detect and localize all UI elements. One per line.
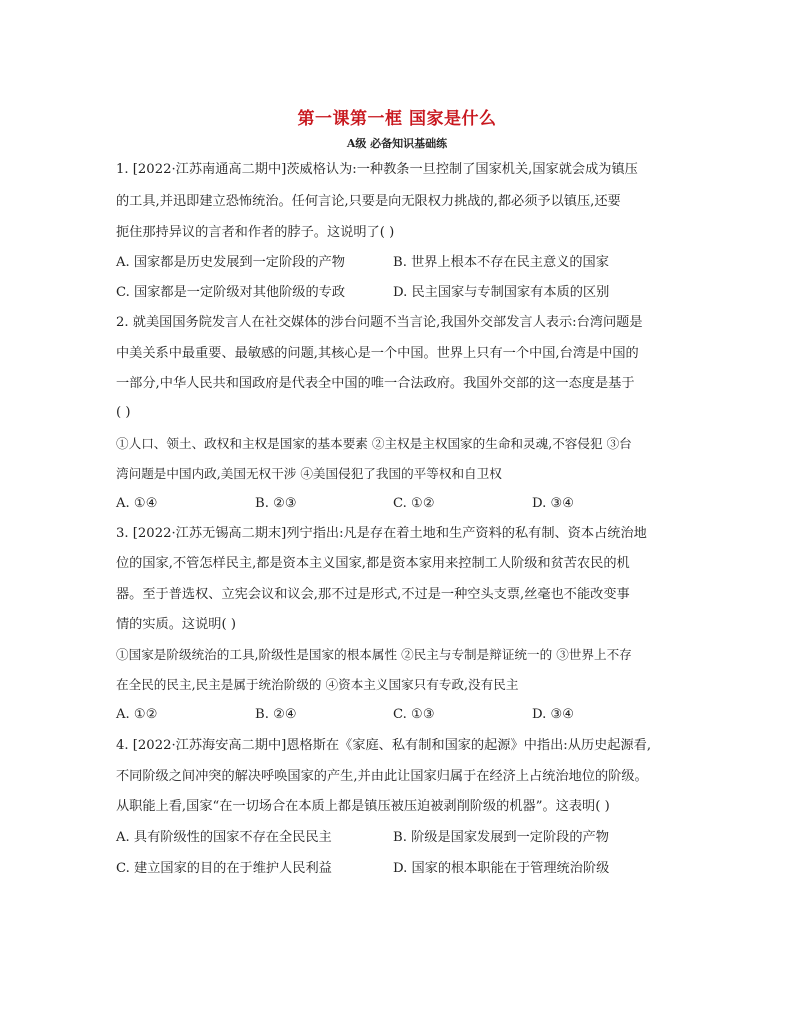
question-2-statement-line: 湾问题是中国内政,美国无权干涉 ④美国侵犯了我国的平等权和自卫权 (116, 466, 502, 481)
question-1-line: 1. [2022·江苏南通高二期中]茨威格认为:一种教条一旦控制了国家机关,国家就会成为镇压 (116, 162, 638, 177)
question-4-option-d: D. 国家的根本职能在于管理统治阶级 (393, 861, 610, 876)
question-2-statement-line: ①人口、领土、政权和主权是国家的基本要素 ②主权是主权国家的生命和灵魂,不容侵犯 ③台 (116, 436, 632, 451)
question-3-option-a: A. ①② (116, 707, 158, 722)
question-2-option-a: A. ①④ (116, 496, 158, 511)
question-1-line: 的工具,并迅即建立恐怖统治。任何言论,只要是向无限权力挑战的,都必须予以镇压,还要 (116, 194, 621, 209)
question-3-statement-line: 在全民的民主,民主是属于统治阶级的 ④资本主义国家只有专政,没有民主 (116, 677, 519, 692)
question-3-option-d: D. ③④ (532, 707, 575, 722)
question-2-line: ( ) (116, 405, 131, 420)
question-2-option-b: B. ②③ (255, 496, 297, 511)
question-4-line: 4. [2022·江苏海安高二期中]恩格斯在《家庭、私有制和国家的起源》中指出:从历史起源看, (116, 738, 652, 753)
question-2-line: 一部分,中华人民共和国政府是代表全中国的唯一合法政府。我国外交部的这一态度是基于 (116, 376, 635, 391)
question-1-option-c: C. 国家都是一定阶级对其他阶级的专政 (116, 285, 346, 300)
question-1-option-d: D. 民主国家与专制国家有本质的区别 (393, 285, 610, 300)
question-4-option-c: C. 建立国家的目的在于维护人民利益 (116, 861, 332, 876)
question-3-option-c: C. ①③ (393, 707, 435, 722)
question-2-option-d: D. ③④ (532, 496, 575, 511)
question-2-option-c: C. ①② (393, 496, 435, 511)
question-3-option-b: B. ②④ (255, 707, 297, 722)
page-title: 第一课第一框 国家是什么 (297, 109, 497, 129)
question-3-line: 情的实质。这说明( ) (116, 617, 236, 632)
question-3-statement-line: ①国家是阶级统治的工具,阶级性是国家的根本属性 ②民主与专制是辩证统一的 ③世界上不存 (116, 647, 632, 662)
question-4-line: 不同阶级之间冲突的解决呼唤国家的产生,并由此让国家归属于在经济上占统治地位的阶级。 (116, 769, 648, 784)
question-3-line: 器。至于普选权、立宪会议和议会,那不过是形式,不过是一种空头支票,丝毫也不能改变事 (116, 587, 630, 602)
question-1-option-b: B. 世界上根本不存在民主意义的国家 (393, 255, 609, 270)
section-subtitle: A级 必备知识基础练 (346, 137, 448, 150)
question-4-option-b: B. 阶级是国家发展到一定阶段的产物 (393, 830, 609, 845)
question-2-line: 中美关系中最重要、最敏感的问题,其核心是一个中国。世界上只有一个中国,台湾是中国的 (116, 346, 639, 361)
question-3-line: 位的国家,不管怎样民主,都是资本主义国家,都是资本家用来控制工人阶级和贫苦农民的机 (116, 556, 630, 571)
question-2-line: 2. 就美国国务院发言人在社交媒体的涉台问题不当言论,我国外交部发言人表示:台湾问题是 (116, 315, 643, 330)
question-1-option-a: A. 国家都是历史发展到一定阶段的产物 (116, 255, 345, 270)
question-4-option-a: A. 具有阶级性的国家不存在全民民主 (116, 830, 332, 845)
question-1-line: 扼住那持异议的言者和作者的脖子。这说明了( ) (116, 225, 395, 240)
question-3-line: 3. [2022·江苏无锡高二期末]列宁指出:凡是存在着土地和生产资料的私有制、资本占统治地 (116, 526, 647, 541)
question-4-line: 从职能上看,国家“在一切场合在本质上都是镇压被压迫被剥削阶级的机器”。这表明( ) (116, 799, 610, 814)
